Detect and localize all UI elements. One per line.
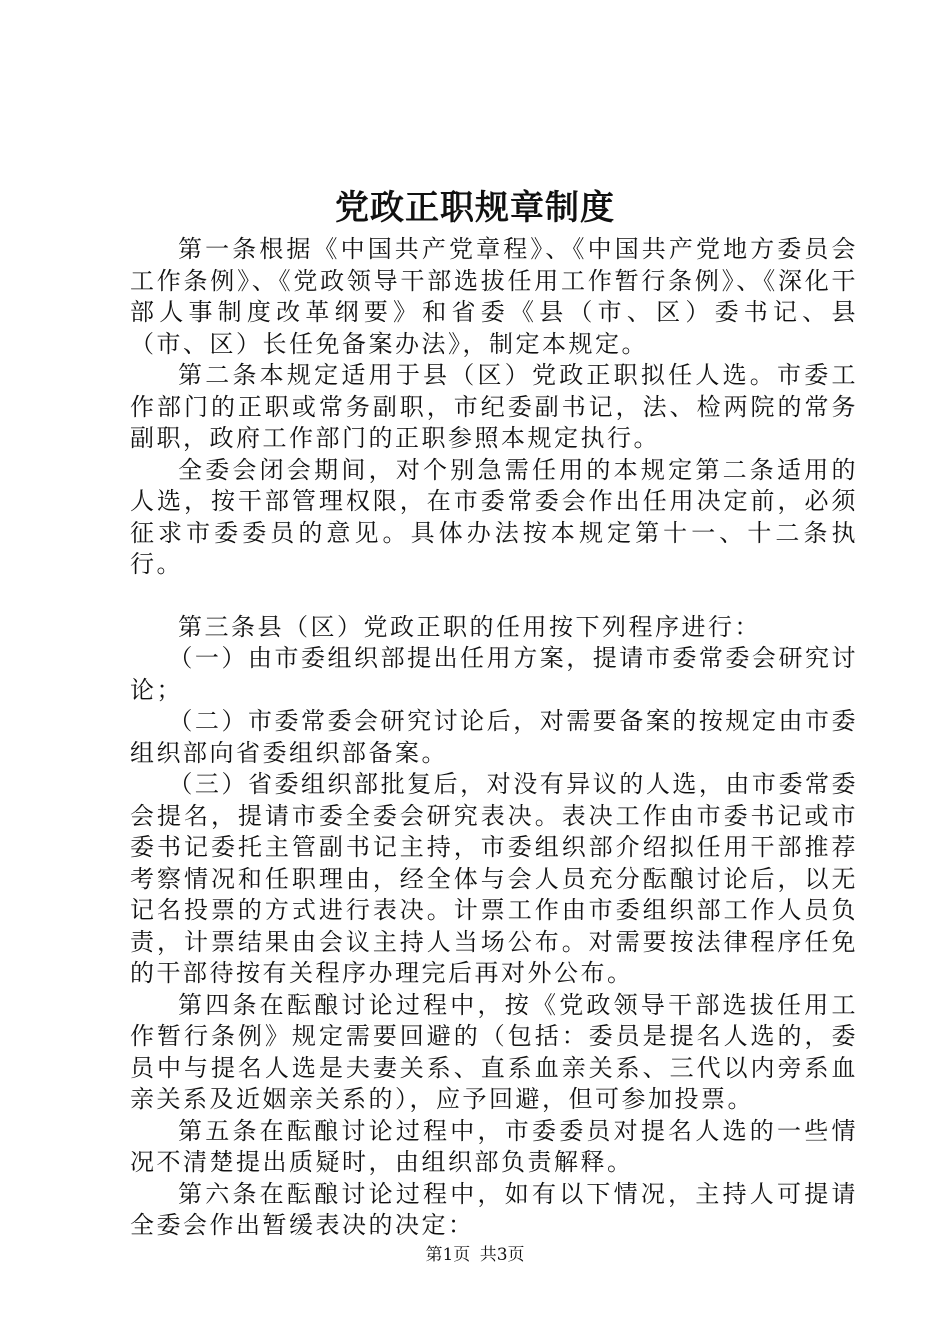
paragraph-article-3: 第三条县（区）党政正职的任用按下列程序进行：: [178, 612, 761, 641]
paragraph-article-5: 第五条在酝酿讨论过程中，市委委员对提名人选的一些情况不清楚提出质疑时，由组织部负责解释。: [130, 1116, 858, 1176]
paragraph-article-2: 第二条本规定适用于县（区）党政正职拟任人选。市委工作部门的正职或常务副职，市纪委副书记，法、检两院的常务副职，政府工作部门的正职参照本规定执行。: [130, 361, 858, 452]
paragraph-item-2: （二）市委常委会研究讨论后，对需要备案的按规定由市委组织部向省委组织部备案。: [130, 707, 858, 767]
document-body: [130, 234, 858, 1242]
page-number-current: 第1页: [425, 1245, 471, 1265]
paragraph-recess-note: 全委会闭会期间，对个别急需任用的本规定第二条适用的人选，按干部管理权限，在市委常委会作出任用决定前，必须征求市委委员的意见。具体办法按本规定第十一、十二条执行。: [130, 455, 858, 578]
paragraph-item-1: （一）由市委组织部提出任用方案，提请市委常委会研究讨论；: [130, 644, 858, 704]
page-footer: [0, 1243, 950, 1267]
document-title: 党政正职规章制度: [335, 188, 615, 228]
paragraph-item-3: （三）省委组织部批复后，对没有异议的人选，由市委常委会提名，提请市委全委会研究表决。表决工作由市委书记或市委书记委托主管副书记主持，市委组织部介绍拟任用干部推荐考察情况和任职理由，经全体与会人员充分酝酿讨论后，以无记名投票的方式进行表决。计票工作由市委组织部工作人员负责，计票结果由会议主持人当场公布。对需要按法律程序任免的干部待按有关程序办理完后再对外公布。: [130, 770, 858, 987]
paragraph-article-1: 第一条根据《中国共产党章程》、《中国共产党地方委员会工作条例》、《党政领导干部选拔任用工作暂行条例》、《深化干部人事制度改革纲要》和省委《县（市、区）委书记、县（市、区）长任免备案办法》，制定本规定。: [130, 235, 858, 358]
page-number-total: 共3页: [479, 1245, 525, 1265]
paragraph-article-4: 第四条在酝酿讨论过程中，按《党政领导干部选拔任用工作暂行条例》规定需要回避的（包括：委员是提名人选的，委员中与提名人选是夫妻关系、直系血亲关系、三代以内旁系血亲关系及近姻亲关系的），应予回避，但可参加投票。: [130, 990, 858, 1113]
paragraph-article-6: 第六条在酝酿讨论过程中，如有以下情况，主持人可提请全委会作出暂缓表决的决定：: [130, 1179, 858, 1239]
